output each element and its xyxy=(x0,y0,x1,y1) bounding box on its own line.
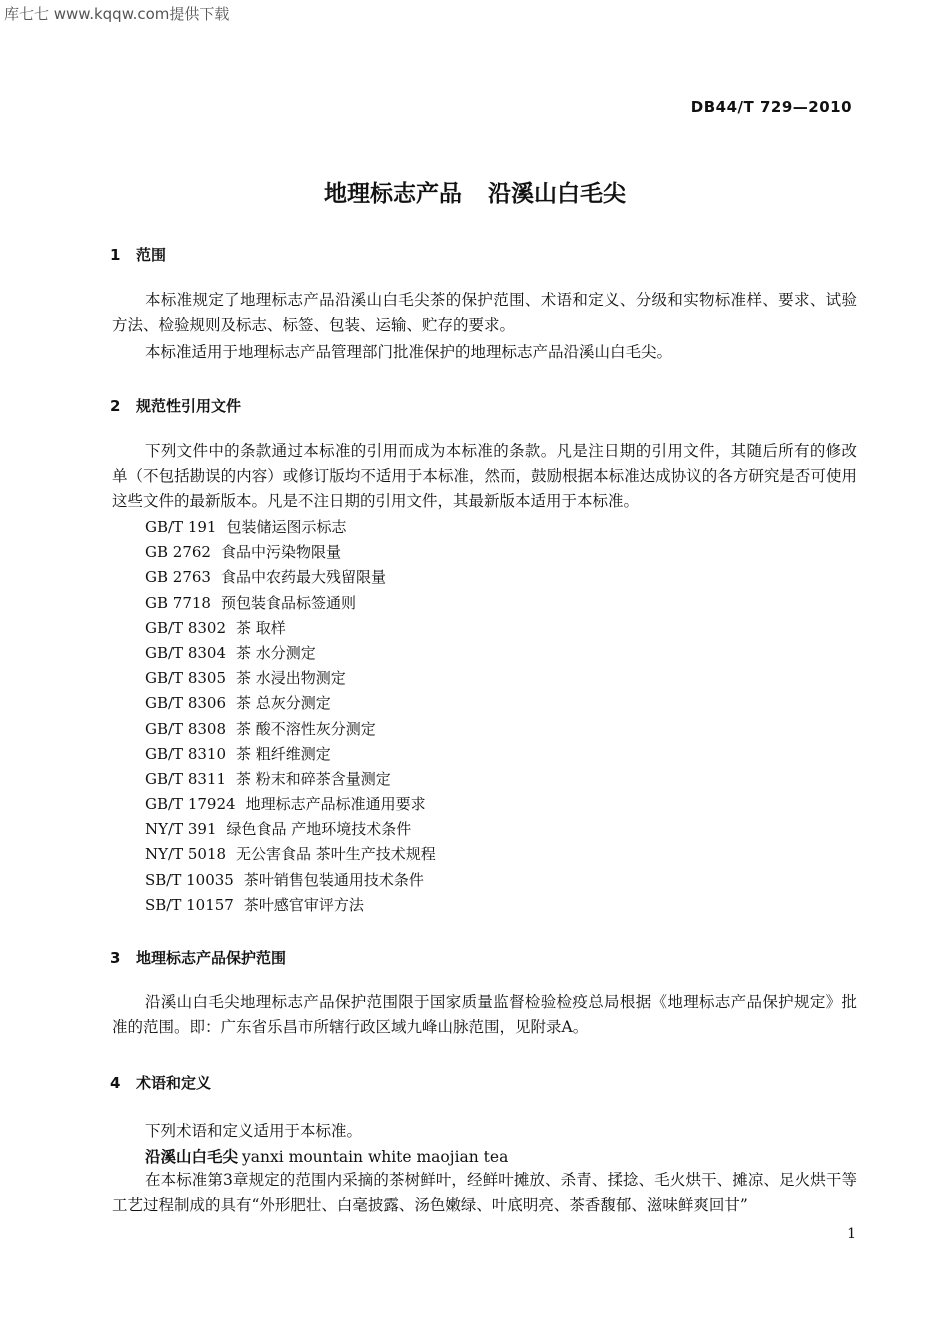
reference-name: 茶 水分测定 xyxy=(236,643,316,662)
reference-name: 茶 酸不溶性灰分测定 xyxy=(236,719,376,738)
reference-item xyxy=(145,868,436,893)
page-title xyxy=(0,175,950,208)
title-part-1: 地理标志产品 xyxy=(324,181,462,207)
reference-code: SB/T 10035 xyxy=(145,870,234,889)
section-2-heading xyxy=(110,395,241,416)
reference-item xyxy=(145,842,436,867)
reference-item xyxy=(145,540,436,565)
reference-item xyxy=(145,641,436,666)
section-3-paragraph: 沿溪山白毛尖地理标志产品保护范围限于国家质量监督检验检疫总局根据《地理标志产品保护规定》批准的范围。即：广东省乐昌市所辖行政区域九峰山脉范围，见附录A。 xyxy=(112,993,857,1036)
reference-name: 食品中污染物限量 xyxy=(220,543,341,562)
reference-code: GB/T 8302 xyxy=(145,618,227,637)
term-english: yanxi mountain white maojian tea xyxy=(242,1148,509,1166)
reference-code: NY/T 5018 xyxy=(145,845,227,864)
section-1-heading xyxy=(110,244,166,265)
reference-item xyxy=(145,792,436,817)
reference-code: NY/T 391 xyxy=(145,820,217,839)
reference-code: GB/T 8310 xyxy=(145,744,227,763)
reference-item xyxy=(145,565,436,590)
reference-code: GB/T 17924 xyxy=(145,795,236,814)
section-title: 术语和定义 xyxy=(136,1074,212,1092)
reference-item xyxy=(145,817,436,842)
section-number: 3 xyxy=(110,949,121,967)
section-number: 2 xyxy=(110,397,121,415)
title-part-2: 沿溪山白毛尖 xyxy=(488,181,626,207)
section-title: 范围 xyxy=(136,246,167,264)
reference-item xyxy=(145,742,436,767)
reference-item xyxy=(145,591,436,616)
section-4-paragraph-1: 下列术语和定义适用于本标准。 xyxy=(145,1122,363,1140)
page-number: 1 xyxy=(847,1226,856,1242)
reference-code: SB/T 10157 xyxy=(145,895,234,914)
reference-name: 包装储运图示标志 xyxy=(226,518,347,536)
reference-code: GB/T 8304 xyxy=(145,643,227,662)
reference-name: 茶 粉末和碎茶含量测定 xyxy=(236,769,391,788)
reference-code: GB 2763 xyxy=(145,568,211,587)
reference-name: 地理标志产品标准通用要求 xyxy=(245,795,426,814)
reference-name: 茶 水浸出物测定 xyxy=(236,669,346,688)
reference-name: 茶 取样 xyxy=(236,618,286,637)
reference-name: 茶 总灰分测定 xyxy=(236,694,331,713)
term-entry xyxy=(145,1145,508,1167)
document-number: DB44/T 729—2010 xyxy=(690,98,852,116)
reference-code: GB/T 8305 xyxy=(145,669,227,688)
reference-code: GB/T 8311 xyxy=(145,769,227,788)
reference-item xyxy=(145,616,436,641)
reference-list xyxy=(145,515,436,918)
reference-item xyxy=(145,515,436,540)
section-number: 4 xyxy=(110,1074,121,1092)
reference-code: GB 7718 xyxy=(145,593,211,612)
reference-item xyxy=(145,666,436,691)
reference-code: GB 2762 xyxy=(145,543,211,562)
term-chinese: 沿溪山白毛尖 xyxy=(145,1148,239,1166)
reference-name: 无公害食品 茶叶生产技术规程 xyxy=(236,845,436,864)
section-4-heading xyxy=(110,1072,211,1093)
reference-code: GB/T 8308 xyxy=(145,719,227,738)
reference-item xyxy=(145,893,436,918)
section-1-paragraph-2: 本标准适用于地理标志产品管理部门批准保护的地理标志产品沿溪山白毛尖。 xyxy=(145,343,673,361)
reference-name: 茶叶销售包装通用技术条件 xyxy=(243,870,424,889)
section-title: 地理标志产品保护范围 xyxy=(136,949,287,967)
reference-code: GB/T 8306 xyxy=(145,694,227,713)
section-number: 1 xyxy=(110,246,121,264)
reference-name: 茶 粗纤维测定 xyxy=(236,744,331,763)
reference-code: GB/T 191 xyxy=(145,518,217,536)
reference-name: 食品中农药最大残留限量 xyxy=(220,568,386,587)
reference-name: 茶叶感官审评方法 xyxy=(243,895,364,914)
section-4-paragraph-2: 在本标准第3章规定的范围内采摘的茶树鲜叶，经鲜叶摊放、杀青、揉捻、毛火烘干、摊凉、足火烘干等工艺过程制成的具有“外形肥壮、白毫披露、汤色嫩绿、叶底明亮、茶香馥郁、滋味鲜爽回甘” xyxy=(112,1171,857,1214)
reference-name: 绿色食品 产地环境技术条件 xyxy=(226,820,412,839)
section-3-heading xyxy=(110,947,286,968)
watermark: 库七七 www.kqqw.com提供下载 xyxy=(4,5,230,23)
reference-item xyxy=(145,767,436,792)
section-title: 规范性引用文件 xyxy=(136,397,242,415)
reference-item xyxy=(145,691,436,716)
reference-item xyxy=(145,717,436,742)
section-2-intro: 下列文件中的条款通过本标准的引用而成为本标准的条款。凡是注日期的引用文件，其随后所有的修改单（不包括勘误的内容）或修订版均不适用于本标准，然而，鼓励根据本标准达成协议的各方研究是否可使用这些文件的最新版本。凡是不注日期的引用文件，其最新版本适用于本标准。 xyxy=(112,442,857,510)
section-1-paragraph-1: 本标准规定了地理标志产品沿溪山白毛尖茶的保护范围、术语和定义、分级和实物标准样、要求、试验方法、检验规则及标志、标签、包装、运输、贮存的要求。 xyxy=(112,291,857,334)
reference-name: 预包装食品标签通则 xyxy=(220,593,356,612)
